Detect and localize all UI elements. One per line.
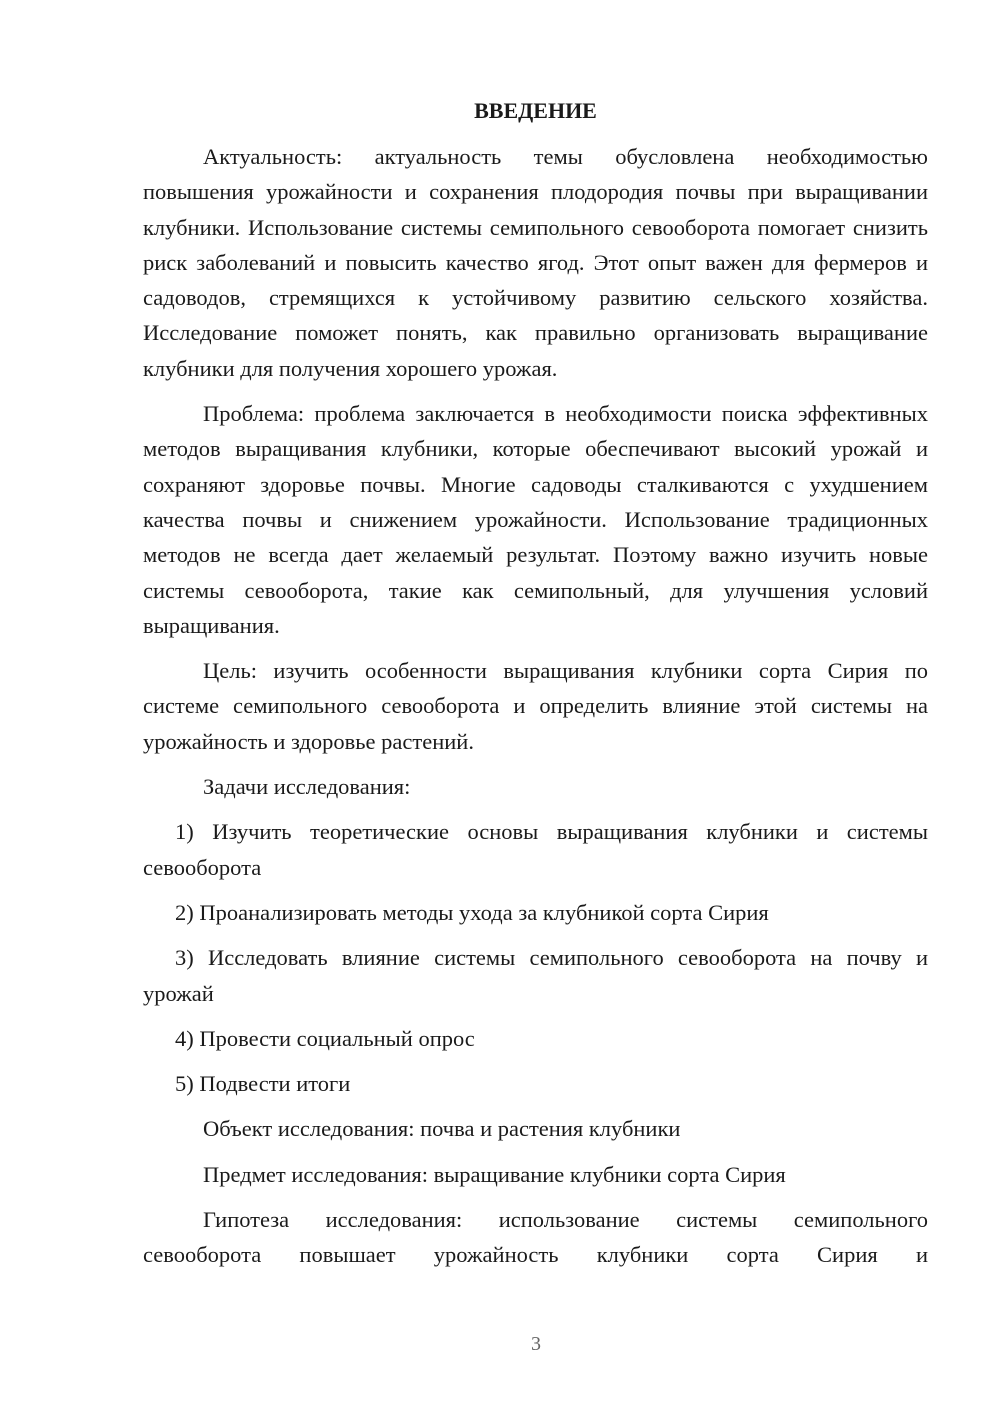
paragraph-hypothesis: Гипотеза исследования: использование системы семипольного севооборота повышает урожайность клубники сорта Сирия и xyxy=(143,1207,928,1268)
document-page xyxy=(143,95,928,1283)
paragraph-problem: Проблема: проблема заключается в необходимости поиска эффективных методов выращивания клубники, которые обеспечивают высокий урожай и сохраняют здоровье почвы. Многие садоводы сталкиваются с ухудшением качества почвы и снижением урожайности. Использование традиционных методов не всегда дает желаемый результат. Поэтому важно изучить новые системы севооборота, такие как семипольный, для улучшения условий выращивания. xyxy=(143,401,928,638)
task-item-3: 3) Исследовать влияние системы семипольного севооборота на почву и урожай xyxy=(143,945,928,1006)
task-item-1: 1) Изучить теоретические основы выращивания клубники и системы севооборота xyxy=(143,819,928,880)
paragraph-goal: Цель: изучить особенности выращивания клубники сорта Сирия по системе семипольного севооборота и определить влияние этой системы на урожайность и здоровье растений. xyxy=(143,658,928,754)
task-item-2: 2) Проанализировать методы ухода за клубникой сорта Сирия xyxy=(175,899,769,925)
page-number: 3 xyxy=(531,1333,541,1355)
paragraph-tasks-heading: Задачи исследования: xyxy=(203,774,411,800)
paragraph-object: Объект исследования: почва и растения клубники xyxy=(203,1116,681,1142)
section-title: ВВЕДЕНИЕ xyxy=(474,98,597,123)
task-item-4: 4) Провести социальный опрос xyxy=(175,1025,475,1051)
paragraph-relevance: Актуальность: актуальность темы обусловлена необходимостью повышения урожайности и сохранения плодородия почвы при выращивании клубники. Использование системы семипольного севооборота помогает снизить риск заболеваний и повысить качество ягод. Этот опыт важен для фермеров и садоводов, стремящихся к устойчивому развитию сельского хозяйства. Исследование поможет понять, как правильно организовать выращивание клубники для получения хорошего урожая. xyxy=(143,144,928,381)
paragraph-subject: Предмет исследования: выращивание клубники сорта Сирия xyxy=(203,1161,786,1187)
task-item-5: 5) Подвести итоги xyxy=(175,1071,351,1097)
